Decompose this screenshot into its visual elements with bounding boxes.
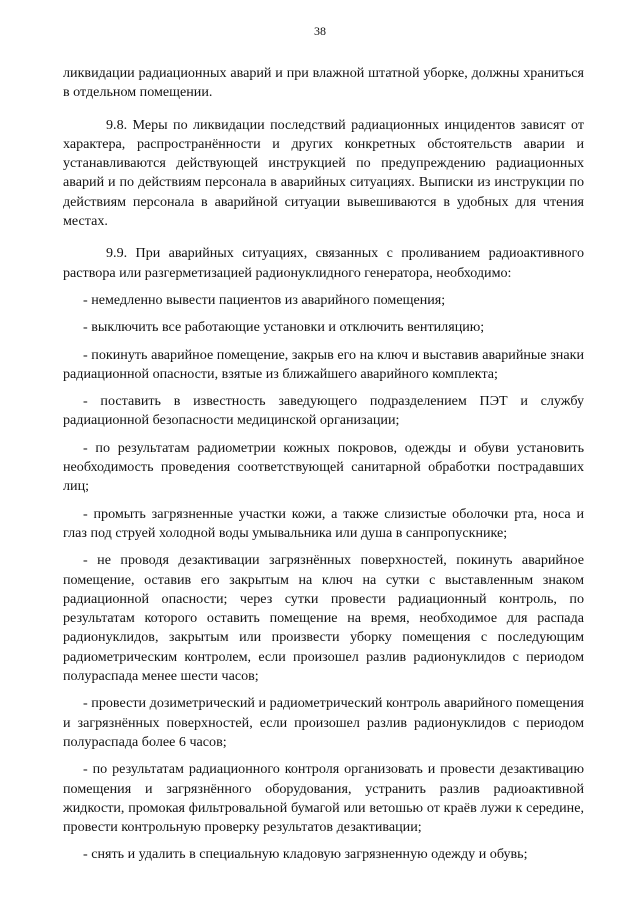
list-item: - по результатам радиометрии кожных покровов, одежды и обуви установить необходимость проведения соответствующей санитарной обработки пострадавших лиц; bbox=[63, 439, 584, 495]
paragraph-continuation: ликвидации радиационных аварий и при влажной штатной уборке, должны храниться в отдельном помещении. bbox=[63, 65, 584, 101]
list-item: - выключить все работающие установки и отключить вентиляцию; bbox=[83, 319, 485, 336]
list-item: - покинуть аварийное помещение, закрыв его на ключ и выставив аварийные знаки радиационной опасности, взятые из ближайшего аварийного комплекта; bbox=[63, 346, 584, 382]
document-body bbox=[63, 64, 584, 865]
list-item: - промыть загрязненные участки кожи, а также слизистые оболочки рта, носа и глаз под струей холодной воды умывальника или душа в санпропускнике; bbox=[63, 505, 584, 541]
action-list bbox=[63, 291, 584, 865]
paragraph-9-8: 9.8. Меры по ликвидации последствий радиационных инцидентов зависят от характера, распространённости и других конкретных обстоятельств аварии и устанавливаются действующей инструкцией по предупреждению радиационных аварий и по действиям персонала в аварийных ситуациях. Выписки из инструкции по действиям персонала в аварийной ситуации вывешиваются в удобных для чтения местах. bbox=[63, 116, 584, 230]
list-item: - поставить в известность заведующего подразделением ПЭТ и службу радиационной безопасности медицинской организации; bbox=[63, 393, 584, 429]
list-item: - провести дозиметрический и радиометрический контроль аварийного помещения и загрязнённых поверхностей, если произошел разлив радионуклидов с периодом полураспада более 6 часов; bbox=[63, 695, 584, 750]
list-item: - снять и удалить в специальную кладовую загрязненную одежду и обувь; bbox=[83, 846, 528, 863]
page-number: 38 bbox=[314, 24, 326, 38]
list-item: - по результатам радиационного контроля организовать и провести дезактивацию помещения и загрязнённого оборудования, устранить разлив радиоактивной жидкости, промокая фильтровальной бумагой или ветошью от краёв лужи к середине, провести контрольную проверку результатов дезактивации; bbox=[63, 761, 584, 836]
paragraph-9-9: 9.9. При аварийных ситуациях, связанных с проливанием радиоактивного раствора или разгерметизацией радионуклидного генератора, необходимо: bbox=[63, 245, 584, 281]
list-item: - немедленно вывести пациентов из аварийного помещения; bbox=[83, 291, 446, 308]
list-item: - не проводя дезактивации загрязнённых поверхностей, покинуть аварийное помещение, оставив его закрытым на ключ на сутки с выставленным знаком радиационной опасности; через сутки провести радиационный контроль, по результатам которого оставить помещение на время, необходимое для распада радионуклидов, закрытым или произвести уборку помещения с последующим радиометрическим контролем, если произошел разлив радионуклидов с периодом полураспада менее шести часов; bbox=[63, 552, 584, 685]
